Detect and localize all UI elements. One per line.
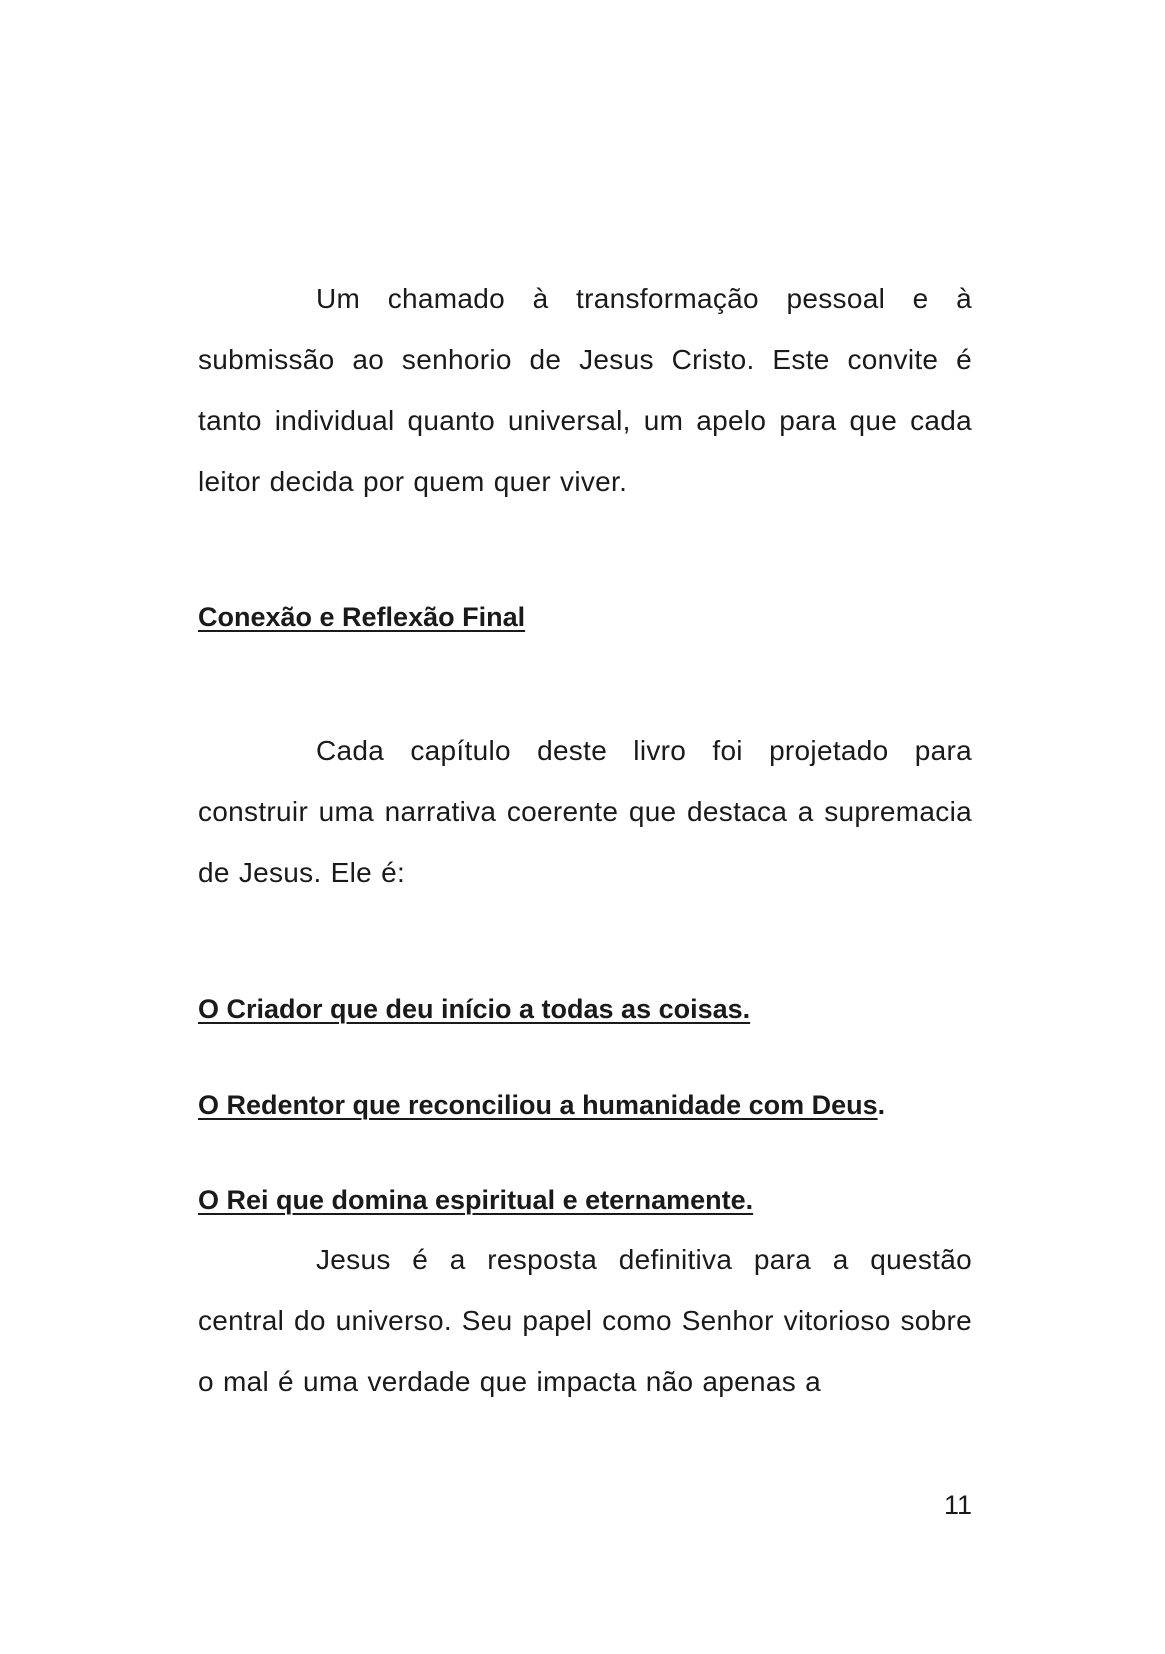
statement-king: O Rei que domina espiritual e eternamente.: [198, 1185, 754, 1215]
statement-redeemer: O Redentor que reconciliou a humanidade com Deus.: [198, 1090, 886, 1120]
paragraph-book-chapters: Cada capítulo deste livro foi projetado para construir uma narrativa coerente que destaca a supremacia de Jesus. Ele é:: [198, 735, 972, 888]
section-heading-text: Conexão e Reflexão Final: [198, 602, 526, 632]
paragraph-call-to-transformation: Um chamado à transformação pessoal e à submissão ao senhorio de Jesus Cristo. Este convite é tanto individual quanto universal, um apelo para que cada leitor decida por quem quer viver.: [198, 283, 972, 497]
section-heading: [198, 600, 525, 634]
paragraph-definitive-answer: Jesus é a resposta definitiva para a questão central do universo. Seu papel como Senhor vitorioso sobre o mal é uma verdade que impacta não apenas a: [198, 1244, 972, 1397]
statement-creator: O Criador que deu início a todas as coisas.: [198, 994, 751, 1024]
page-number: 11: [943, 1490, 972, 1520]
